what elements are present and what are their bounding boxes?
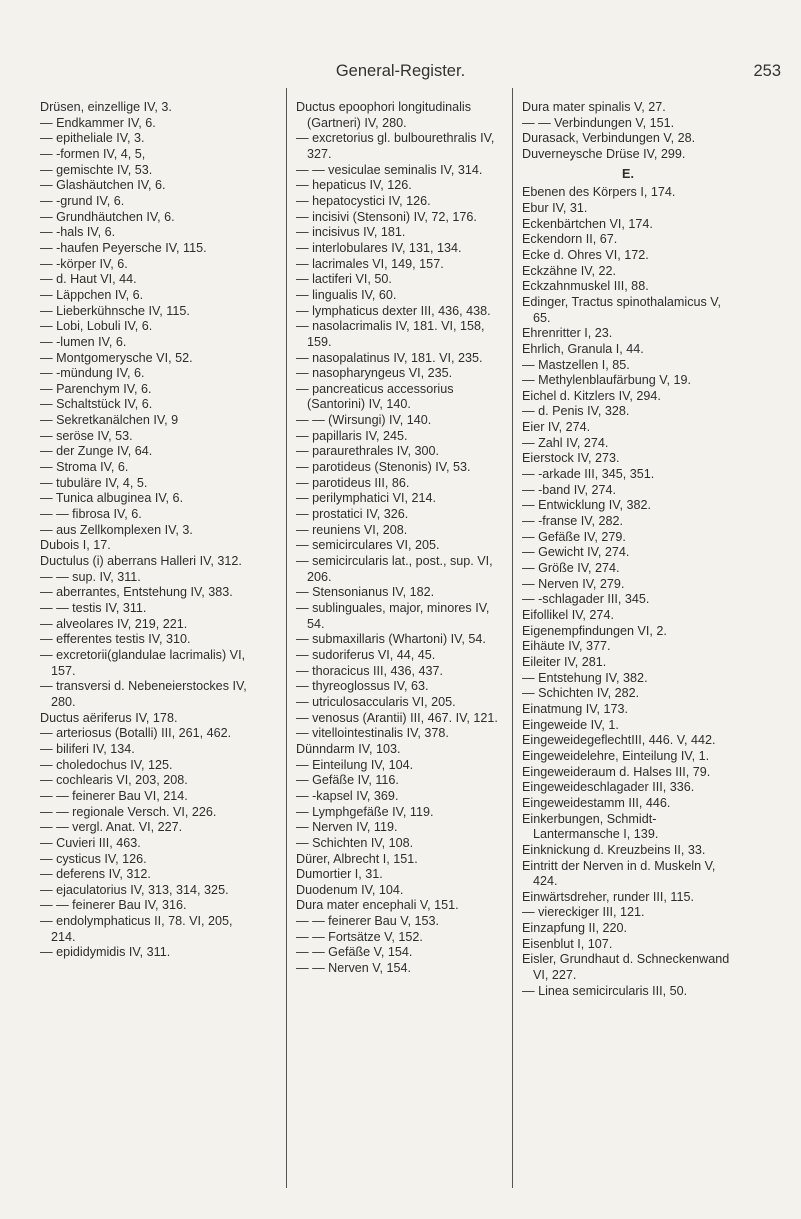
index-entry: — Schichten IV, 108. [296,835,414,850]
index-entry: — Linea semicircularis III, 50. [522,983,688,998]
index-entry: Duverneysche Drüse IV, 299. [522,146,686,161]
index-entry: — Nerven IV, 279. [522,576,625,591]
index-entry: — Schaltstück IV, 6. [40,397,153,412]
index-entry: — Tunica albuginea IV, 6. [40,491,184,506]
index-entry: — Gefäße IV, 279. [522,529,626,544]
index-entry: — transversi d. Nebeneierstockes IV, 280. [40,679,247,709]
index-entry: — Stensonianus IV, 182. [296,585,435,600]
index-entry: — excretorius gl. bulbourethralis IV, 327. [296,131,495,161]
page-number: 253 [753,62,781,80]
index-entry: — thoracicus III, 436, 437. [296,663,444,678]
index-entry: — — Verbindungen V, 151. [522,115,675,130]
index-entry: — nasopharyngeus VI, 235. [296,366,453,381]
index-entry: — — vergl. Anat. VI, 227. [40,820,183,835]
index-entry: — Sekretkanälchen IV, 9 [40,413,179,428]
index-entry: — utriculosaccularis VI, 205. [296,694,456,709]
index-entry: — Schichten IV, 282. [522,686,640,701]
index-entry: — sudoriferus VI, 44, 45. [296,647,436,662]
index-entry: Edinger, Tractus spinothalamicus V, 65. [522,294,722,325]
index-entry: Ebenen des Körpers I, 174. [522,185,676,200]
index-entry: Eckendorn II, 67. [522,232,618,247]
index-entry: — Glashäutchen IV, 6. [40,178,166,193]
index-entry: Ecke d. Ohres VI, 172. [522,247,649,262]
index-entry: — Lieberkühnsche IV, 115. [40,303,190,318]
index-entry: Eier IV, 274. [522,420,591,435]
index-entry: Dünndarm IV, 103. [296,741,401,756]
index-entry: — endolymphaticus II, 78. VI, 205, 214. [40,914,233,944]
index-entry: — -schlagader III, 345. [522,592,650,607]
index-entry: — Entstehung IV, 382. [522,670,648,685]
index-entry: — semicircularis lat., post., sup. VI, 206. [296,554,493,584]
index-entry: Eingeweideraum d. Halses III, 79. [522,764,711,779]
index-entry: — Parenchym IV, 6. [40,381,152,396]
index-entry: — — Nerven V, 154. [296,961,412,976]
index-entry: Eisler, Grundhaut d. Schneckenwand VI, 227. [522,952,730,983]
index-entry: — Läppchen IV, 6. [40,287,144,302]
index-entry: — seröse IV, 53. [40,428,133,443]
column-divider [512,88,513,1188]
index-entry: — choledochus IV, 125. [40,757,173,772]
index-entry: — alveolares IV, 219, 221. [40,616,188,631]
section-letter-heading: E. [622,166,634,181]
index-entry: — -grund IV, 6. [40,193,125,208]
index-entry: Ductus epoophori longitudinalis (Gartneri) IV, 280. [296,100,472,130]
index-entry: — — fibrosa IV, 6. [40,507,142,522]
index-entry: — pancreaticus accessorius (Santorini) IV, 140. [296,381,454,412]
index-entry: — -haufen Peyersche IV, 115. [40,240,207,255]
index-entry: — — regionale Versch. VI, 226. [40,804,217,819]
index-entry: — hepaticus IV, 126. [296,178,412,193]
index-entry: Durasack, Verbindungen V, 28. [522,131,696,146]
running-header-title: General-Register. [335,62,466,80]
index-column-1 [40,100,252,961]
index-entry: — Cuvieri III, 463. [40,835,141,850]
index-entry: — -lumen IV, 6. [40,334,127,349]
index-entry: — tubuläre IV, 4, 5. [40,475,148,490]
index-entry: — cysticus IV, 126. [40,851,147,866]
index-entry: — — sup. IV, 311. [40,569,141,584]
index-entry: — parotideus III, 86. [296,475,410,490]
index-entry: — nasopalatinus IV, 181. VI, 235. [296,350,483,365]
index-entry: — deferens IV, 312. [40,867,151,882]
index-entry: — -formen IV, 4, 5, [40,146,146,161]
index-entry: Einzapfung II, 220. [522,921,628,936]
index-entry: — Gewicht IV, 274. [522,545,630,560]
index-entry: — Nerven IV, 119. [296,820,398,835]
index-entry: — d. Penis IV, 328. [522,404,630,419]
index-entry: Einwärtsdreher, runder III, 115. [522,889,694,904]
index-entry: — Einteilung IV, 104. [296,757,414,772]
index-entry: — -kapsel IV, 369. [296,788,399,803]
index-entry: — viereckiger III, 121. [522,905,645,920]
index-entry: Eigenempfindungen VI, 2. [522,623,667,638]
index-entry: Dumortier I, 31. [296,867,383,882]
index-entry: Duodenum IV, 104. [296,882,404,897]
index-entry: Eierstock IV, 273. [522,451,620,466]
index-entry: — Gefäße IV, 116. [296,773,399,788]
index-entry: — reuniens VI, 208. [296,522,408,537]
index-entry: — papillaris IV, 245. [296,428,408,443]
index-entry: — Montgomerysche VI, 52. [40,350,193,365]
index-entry: — — feinerer Bau VI, 214. [40,788,188,803]
index-entry: — interlobulares IV, 131, 134. [296,240,462,255]
index-entry: — -franse IV, 282. [522,514,624,529]
index-entry: — incisivi (Stensoni) IV, 72, 176. [296,209,477,224]
index-entry: Eihäute IV, 377. [522,639,611,654]
column-divider [286,88,287,1188]
index-entry: — aberrantes, Entstehung IV, 383. [40,585,233,600]
index-entry: — Lymphgefäße IV, 119. [296,804,434,819]
index-entry: Ehrenritter I, 23. [522,326,613,341]
index-entry: — cochlearis VI, 203, 208. [40,773,188,788]
index-entry: EingeweidegeflechtIII, 446. V, 442. [522,733,716,748]
index-entry: — -arkade III, 345, 351. [522,467,655,482]
index-entry: — — Gefäße V, 154. [296,945,413,960]
index-entry: — aus Zellkomplexen IV, 3. [40,522,193,537]
index-entry: Eingeweideschlagader III, 336. [522,780,695,795]
index-entry: — -mündung IV, 6. [40,366,145,381]
index-entry: — — feinerer Bau V, 153. [296,914,440,929]
index-entry: — Größe IV, 274. [522,561,620,576]
index-entry: — excretorii(glandulae lacrimalis) VI, 157. [40,647,246,678]
index-entry: — Methylenblaufärbung V, 19. [522,373,691,388]
index-entry: — semicirculares VI, 205. [296,538,440,553]
index-entry: — nasolacrimalis IV, 181. VI, 158, 159. [296,319,485,349]
index-entry: — submaxillaris (Whartoni) IV, 54. [296,632,486,647]
index-entry: Eckzahnmuskel III, 88. [522,279,649,294]
index-entry: Eingeweidelehre, Einteilung IV, 1. [522,748,710,763]
index-entry: Eckenbärtchen VI, 174. [522,216,653,231]
index-entry: Dura mater encephali V, 151. [296,898,459,913]
index-entry: Einatmung IV, 173. [522,701,628,716]
index-entry: Eckzähne IV, 22. [522,263,617,278]
index-entry: Eingeweidestamm III, 446. [522,795,671,810]
index-entry: Einkerbungen, Schmidt-Lantermansche I, 139. [522,811,659,842]
index-entry: Ductulus (i) aberrans Halleri IV, 312. [40,554,242,569]
index-entry: — Mastzellen I, 85. [522,357,630,372]
index-entry: Eileiter IV, 281. [522,654,607,669]
index-entry: — lactiferi VI, 50. [296,272,392,287]
index-entry: Dürer, Albrecht I, 151. [296,851,418,866]
index-entry: Drüsen, einzellige IV, 3. [40,100,172,114]
index-entry: Eichel d. Kitzlers IV, 294. [522,388,661,403]
index-entry: — venosus (Arantii) III, 467. IV, 121. [296,710,498,725]
index-entry: — epididymidis IV, 311. [40,945,171,960]
index-entry: — Stroma IV, 6. [40,460,129,475]
index-entry: — prostatici IV, 326. [296,507,409,522]
index-entry: — paraurethrales IV, 300. [296,444,440,459]
index-entry: Einknickung d. Kreuzbeins II, 33. [522,842,706,857]
index-entry: — arteriosus (Botalli) III, 261, 462. [40,726,232,741]
index-entry: — lingualis IV, 60. [296,287,397,302]
index-entry: — hepatocystici IV, 126. [296,193,431,208]
index-entry: — Grundhäutchen IV, 6. [40,209,175,224]
index-entry: — parotideus (Stenonis) IV, 53. [296,460,471,475]
index-entry: — gemischte IV, 53. [40,162,153,177]
index-entry: Eisenblut I, 107. [522,936,613,951]
index-entry: — lacrimales VI, 149, 157. [296,256,444,271]
index-entry: — — testis IV, 311. [40,601,147,615]
index-entry: Dubois I, 17. [40,538,111,553]
index-entry: Dura mater spinalis V, 27. [522,100,666,114]
index-entry: — Entwicklung IV, 382. [522,498,652,513]
index-entry: — Zahl IV, 274. [522,435,609,450]
index-entry: Eingeweide IV, 1. [522,717,619,732]
index-entry: — -band IV, 274. [522,482,617,497]
index-entry: — epitheliale IV, 3. [40,131,145,146]
index-entry: Ductus aëriferus IV, 178. [40,710,178,725]
index-entry: — — Fortsätze V, 152. [296,929,423,944]
index-entry: — incisivus IV, 181. [296,225,406,240]
index-entry: — d. Haut VI, 44. [40,272,137,287]
index-entry: Ebur IV, 31. [522,200,588,215]
index-entry: — vitellointestinalis IV, 378. [296,726,449,741]
index-entry: — efferentes testis IV, 310. [40,632,191,647]
index-entry: — lymphaticus dexter III, 436, 438. [296,303,491,318]
index-entry: — sublinguales, major, minores IV, 54. [296,601,490,631]
index-entry: — ejaculatorius IV, 313, 314, 325. [40,882,229,897]
index-entry: — Lobi, Lobuli IV, 6. [40,319,153,334]
index-entry: — — vesiculae seminalis IV, 314. [296,162,483,177]
index-entry: — der Zunge IV, 64. [40,444,153,459]
index-entry: — -hals IV, 6. [40,225,116,240]
index-entry: — biliferi IV, 134. [40,741,135,756]
index-column-2 [296,100,508,977]
index-entry: Eifollikel IV, 274. [522,608,614,622]
index-entry: — perilymphatici VI, 214. [296,491,436,506]
index-entry: — — (Wirsungi) IV, 140. [296,413,432,428]
index-entry: Eintritt der Nerven in d. Muskeln V, 424. [522,858,716,889]
index-entry: — — feinerer Bau IV, 316. [40,898,187,913]
index-entry: Ehrlich, Granula I, 44. [522,341,644,356]
index-entry: — Endkammer IV, 6. [40,115,156,130]
index-entry: — thyreoglossus IV, 63. [296,679,429,694]
index-column-3 [522,100,734,999]
index-entry: — -körper IV, 6. [40,256,128,271]
